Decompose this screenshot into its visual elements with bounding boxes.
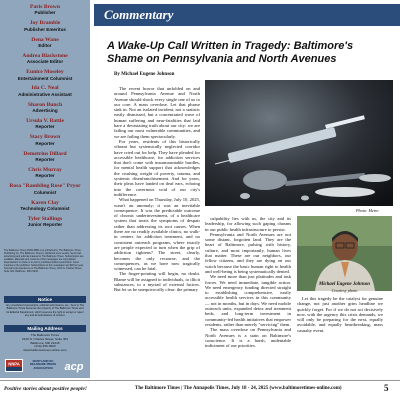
staff-name: Paris Brown — [30, 4, 60, 10]
header-rule — [94, 25, 400, 26]
article-photo — [205, 80, 393, 206]
article-paragraph: What happened on Thursday, July 10, 2025, wasn't an anomaly; it was an inevitable consequence. It was the predictable outcome of chronic underinvestment, of a healthcare system that treats the symptoms of despair rather than addressing its root causes. When there are no readily available clinics, no walk-in centers for addiction treatment, and no consistent outreach programs, where exactly are people expected to turn when the grip of addiction tightens? The street, clearly, becomes the only recourse, and the consequences, as we have now tragically witnessed, can be fatal. — [114, 197, 200, 272]
article-paragraph: The mass overdose on Pennsylvania and North Avenues is a stain on Baltimore's conscience. It is a harsh, undeniable indictment of our priorities. — [205, 327, 291, 349]
staff-name: Ursula V. Battle — [26, 118, 64, 125]
staff-entry — [0, 53, 90, 65]
staff-role: Junior Reporter — [27, 222, 63, 228]
staff-entry — [0, 4, 90, 16]
portrait-credit: Courtesy photo — [331, 288, 358, 293]
mailing-address — [5, 334, 85, 353]
section-title: Commentary — [104, 7, 174, 22]
staff-entry — [0, 151, 90, 163]
acp-logo-icon — [61, 358, 87, 374]
photo-credit: Photo: Metro — [356, 208, 379, 213]
author-portrait — [297, 216, 392, 291]
article-paragraph: Let this tragedy be the catalyst for genuine change, not just another grim headline we quickly forget. For if we do not act decisively now, with the urgency this crisis demands, we will only be preparing for the next, equally avoidable, and equally heartbreaking, mass casualty event. — [297, 296, 383, 333]
staff-name: Karen Clay — [31, 199, 59, 206]
staff-entry — [0, 69, 90, 81]
article-paragraph: For years, residents of this historically vibrant but systemically neglected corridor have cried out for help. They have pleaded for accessible healthcare, for addiction services that don't come with insurmountable hurdles, for mental health support that acknowledges the crushing weight of poverty, trauma, and systemic disenfranchisement. And for years, their pleas have landed on deaf ears, echoing into the cavernous void of our city's indifference. — [114, 138, 200, 197]
article-column-2 — [205, 216, 291, 348]
staff-entry — [0, 200, 90, 212]
staff-name: Rosa "Rambling Rose" Pryor — [9, 183, 81, 190]
portrait-caption-name: Michael Eugene Johnson — [319, 282, 370, 287]
article-paragraph: culpability lies with us, the city and its leadership, for allowing such gaping chasms in our public health infrastructure to persist. — [205, 216, 291, 232]
staff-list — [0, 4, 90, 232]
notice-heading: Notice — [4, 296, 86, 303]
staff-role: Reporter — [35, 173, 55, 179]
staff-name: Demetrius Dillard — [23, 150, 67, 157]
article-paragraph: We need more than just platitudes and task forces. We need immediate, tangible action. We need emergency funding directed straight to establishing comprehensive, easily accessible health services in this community — not in months, but in days. We need mobile outreach units, expanded detox and treatment beds, and long-term investment in community-led health initiatives that empower residents, rather than merely "servicing" them. — [205, 274, 291, 327]
staff-role: Columnist — [33, 189, 57, 195]
article-paragraph: The recent horror that unfolded on and around Pennsylvania Avenue and North Avenue should shock every single one of us to our core. A mass overdose. Let that phrase sink in. Not an isolated incident, not a statistic easily dismissed, but a concentrated wave of human suffering and near-fatalities that laid bare a devastating truth about our city: we are failing our most vulnerable communities, and we are failing them spectacularly. — [114, 86, 200, 139]
staff-name: Tyler Stallings — [27, 215, 63, 222]
staff-entry — [0, 118, 90, 130]
footer-slogan: Positive stories about positive people! — [4, 386, 87, 392]
staff-entry — [0, 20, 90, 32]
staff-name: Dena Wane — [31, 36, 59, 43]
mailing-address-heading: Mailing Address — [4, 325, 86, 332]
staff-name: Eunice Moseley — [26, 69, 64, 76]
staff-name: Ida C. Neal — [31, 85, 59, 92]
footer-masthead: The Baltimore Times | The Annapolis Times, July 18 - 24, 2025 (www.baltimoretimes-online.com) — [135, 386, 342, 391]
mddc-press-logo: MARYLAND DC DELAWARE PRESS ASSOCIATION — [29, 359, 57, 370]
staff-entry — [0, 167, 90, 179]
staff-role: Associate Editor — [26, 59, 64, 65]
nnpa-logo-icon — [5, 359, 23, 372]
staff-role: Advertising — [32, 108, 58, 114]
page-number: 5 — [384, 383, 389, 393]
staff-name: Stacy Brown — [29, 134, 61, 141]
staff-role: Editor — [38, 43, 52, 48]
article-paragraph: The finger-pointing will begin, no doubt. Blame will be assigned to individuals, to illicit substances, to a myriad of external factors. But let us be unequivocally clear: the primary — [114, 271, 200, 293]
staff-name: Sharon Bunch — [27, 101, 63, 108]
staff-role: Entertainment Columnist — [17, 75, 73, 81]
article-headline: A Wake-Up Call Written in Tragedy: Baltimore's Shame on Pennsylvania and North Avenues — [107, 40, 354, 65]
staff-role: Publisher Emeritus — [24, 26, 66, 32]
notice-text: Any unsolicited manuscripts, editorial submissions, etc., Sent to The Baltimore Times becomes the property of The Baltimore Times and its Editorial Department, which reserves the right to accept or reject any and all submissions of content. — [5, 304, 85, 317]
mailing-line: www.baltimoretimes-online.com — [23, 348, 67, 353]
staff-role: Reporter — [35, 140, 55, 146]
staff-role: Publisher — [34, 10, 56, 16]
nnpa-logo-text: NNPA — [8, 361, 20, 367]
staff-entry — [0, 183, 90, 195]
staff-entry — [0, 216, 90, 228]
staff-sidebar — [0, 0, 90, 378]
article-byline: By Michael Eugene Johnson — [114, 72, 175, 77]
mailing-line: Baltimore, MD 21218 — [30, 340, 60, 345]
article-column-3 — [297, 296, 383, 333]
staff-entry — [0, 85, 90, 97]
mailing-line: The Baltimore Times — [30, 333, 60, 337]
staff-entry — [0, 102, 90, 114]
staff-role: Technology Columnist — [20, 205, 70, 211]
staff-entry — [0, 37, 90, 49]
footer-rule — [0, 380, 400, 381]
mailing-line: (410) 366-3900 — [34, 344, 56, 349]
article-paragraph: Pennsylvania and North Avenues are not some distant, forgotten land. They are the heart of Baltimore, pulsing with history, culture, and most importantly, human lives that matter. These are our neighbors, our fellow citizens, and they are dying on our watch because the basic human right to health and well-being is being systematically denied. — [205, 231, 291, 274]
staff-name: Chris Murray — [28, 166, 62, 173]
staff-role: Reporter — [35, 124, 55, 130]
acp-logo-text: acp — [64, 361, 84, 373]
staff-role: Administrative Assistant — [18, 91, 72, 97]
staff-name: Andrea Blackstone — [22, 52, 68, 59]
staff-role: Reporter — [35, 157, 55, 163]
mailing-line: 2210 N. Charles Street, Suite 301 — [21, 336, 69, 341]
copyright-note: The Baltimore Times (ISSN 8886-x) is published by The Baltimore Times Publishing Co. The Baltimore Times is published once weekly. Send mail advertising and editorial material to The Baltimore Times. Subscriptions are available. Materials and contents of this newspaper are copyrighted. Reproduction in whole or in part is prohibited without permission. Send inquiries to the publisher. Subscriptions to this newspaper are $48 per year. Send all correspondence to The Baltimore Times, 2210 N. Charles Street, Suite 301, Baltimore, MD 21218. — [4, 249, 84, 273]
article-column-1 — [114, 86, 200, 293]
staff-name: Joy Bramble — [29, 20, 61, 27]
staff-entry — [0, 134, 90, 146]
association-logos — [5, 358, 87, 374]
